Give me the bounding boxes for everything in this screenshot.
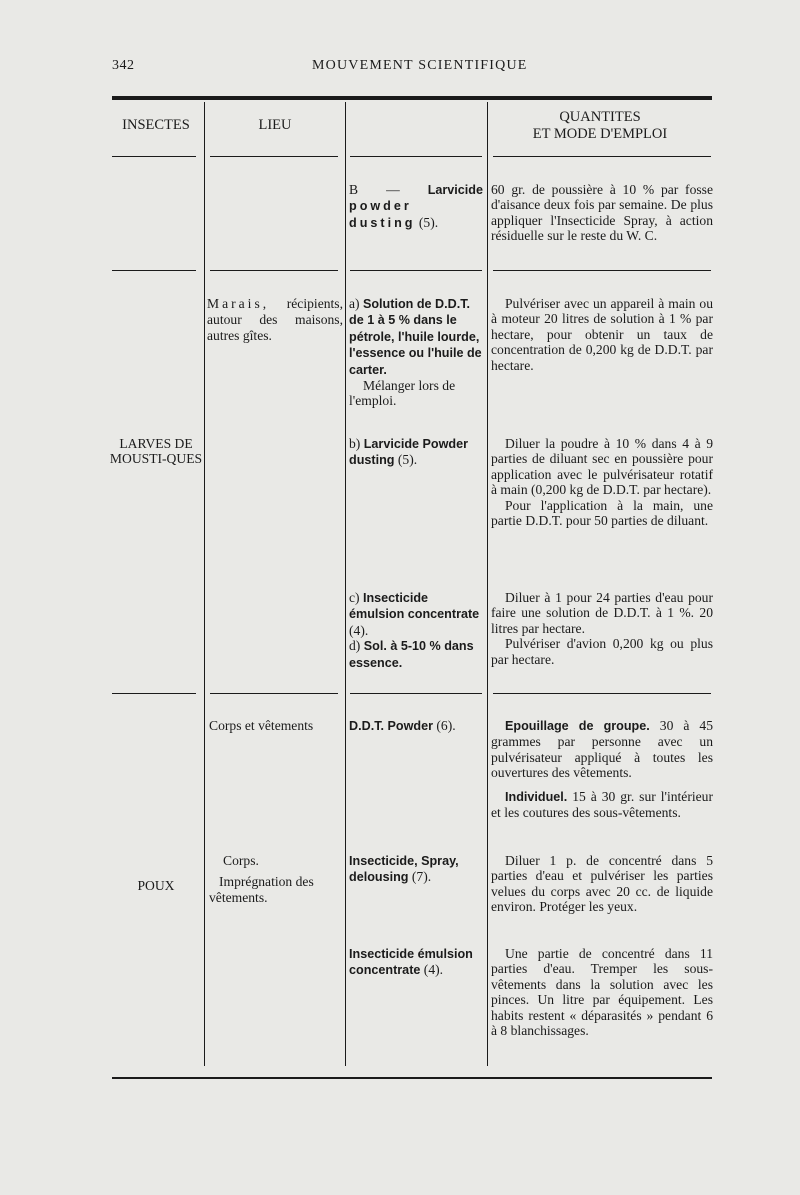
product-emulsion-concentrate: c) Insecticide émulsion concentrate (4). d) Sol. à 5-10 % dans essence. bbox=[349, 590, 483, 671]
separator bbox=[112, 693, 196, 694]
separator bbox=[210, 693, 338, 694]
separator bbox=[493, 156, 711, 157]
column-divider bbox=[204, 102, 205, 1066]
separator bbox=[210, 270, 338, 271]
separator bbox=[350, 693, 482, 694]
running-title: MOUVEMENT SCIENTIFIQUE bbox=[312, 58, 528, 73]
col-header-insectes: INSECTES bbox=[122, 117, 190, 133]
usage-larvicide-powder: Diluer la poudre à 10 % dans 4 à 9 parties de diluant sec en poussière pour application avec le pulvérisateur rotatif à main (0,200 kg de D.D.T. par hectare). Pour l'application à la main, une partie D.D.T. pour 50 parties de diluant. bbox=[491, 436, 713, 529]
separator bbox=[210, 156, 338, 157]
lieu-corps-vetements: Corps et vêtements bbox=[209, 718, 314, 733]
usage-insecticide-emulsion: Une partie de concentré dans 11 parties d'eau. Tremper les sous-vêtements dans la solution avec les pinces. Un litre par équipement. Les habits restent « déparasités » pendant 6 à 8 blanchissages. bbox=[491, 946, 713, 1039]
column-divider bbox=[487, 102, 488, 1066]
usage-larvicide-b: 60 gr. de poussière à 10 % par fosse d'aisance deux fois par semaine. De plus appliquer l'Insecticide Spray, à action résiduelle sur le reste du W. C. bbox=[491, 182, 713, 244]
insect-larves: LARVES DE MOUSTI-QUES bbox=[109, 436, 203, 466]
page-number: 342 bbox=[112, 58, 135, 73]
product-sol-essence: d) Sol. à 5-10 % dans essence. bbox=[349, 638, 474, 670]
lieu-larves: Marais, récipients, autour des maisons, autres gîtes. bbox=[207, 296, 343, 344]
separator bbox=[493, 693, 711, 694]
usage-insecticide-spray: Diluer 1 p. de concentré dans 5 parties d'eau et pulvériser les parties velues du corps avec 20 cc. de liquide environ. Protéger les yeux. bbox=[491, 853, 713, 915]
col-header-lieu: LIEU bbox=[258, 117, 292, 133]
product-solution-ddt: a) Solution de D.D.T. de 1 à 5 % dans le pétrole, l'huile lourde, l'essence ou l'huile de carter. Mélanger lors de l'emploi. bbox=[349, 296, 482, 409]
product-insecticide-emulsion: Insecticide émulsion concentrate (4). bbox=[349, 947, 473, 978]
product-larvicide-b: B — Larvicide powder dusting (5). bbox=[349, 182, 483, 230]
column-divider bbox=[345, 102, 346, 1066]
usage-ddt-powder: Epouillage de groupe. 30 à 45 grammes par personne avec un pulvérisateur appliqué à toutes les ouvertures des vêtements. Individuel. 15 à 30 gr. sur l'intérieur et les coutures des sous-vêtements. bbox=[491, 718, 714, 821]
usage-emulsion-concentrate: Diluer à 1 pour 24 parties d'eau pour faire une solution de D.D.T. à 1 %. 20 litres par hectare. Pulvériser d'avion 0,200 kg ou plus par hectare. bbox=[491, 590, 713, 667]
product-larvicide-powder: b) Larvicide Powder dusting (5). bbox=[349, 436, 469, 468]
usage-solution-ddt: Pulvériser avec un appareil à main ou à moteur 20 litres de solution à 1 % par hectare, pour obtenir un taux de concentration de 0,200 kg de D.D.T. par hectare. bbox=[491, 296, 713, 373]
separator bbox=[350, 156, 482, 157]
insect-poux: POUX bbox=[137, 878, 175, 893]
separator bbox=[350, 270, 482, 271]
product-insecticide-spray: Insecticide, Spray, delousing (7). bbox=[349, 854, 459, 885]
col-header-quantites: QUANTITES ET MODE D'EMPLOI bbox=[532, 109, 668, 142]
bottom-rule bbox=[112, 1077, 712, 1079]
product-ddt-powder: D.D.T. Powder (6). bbox=[349, 718, 456, 733]
top-rule bbox=[112, 96, 712, 100]
lieu-corps-impregnation: Corps. Imprégnation des vêtements. bbox=[209, 853, 314, 905]
separator bbox=[112, 270, 196, 271]
separator bbox=[493, 270, 711, 271]
separator bbox=[112, 156, 196, 157]
